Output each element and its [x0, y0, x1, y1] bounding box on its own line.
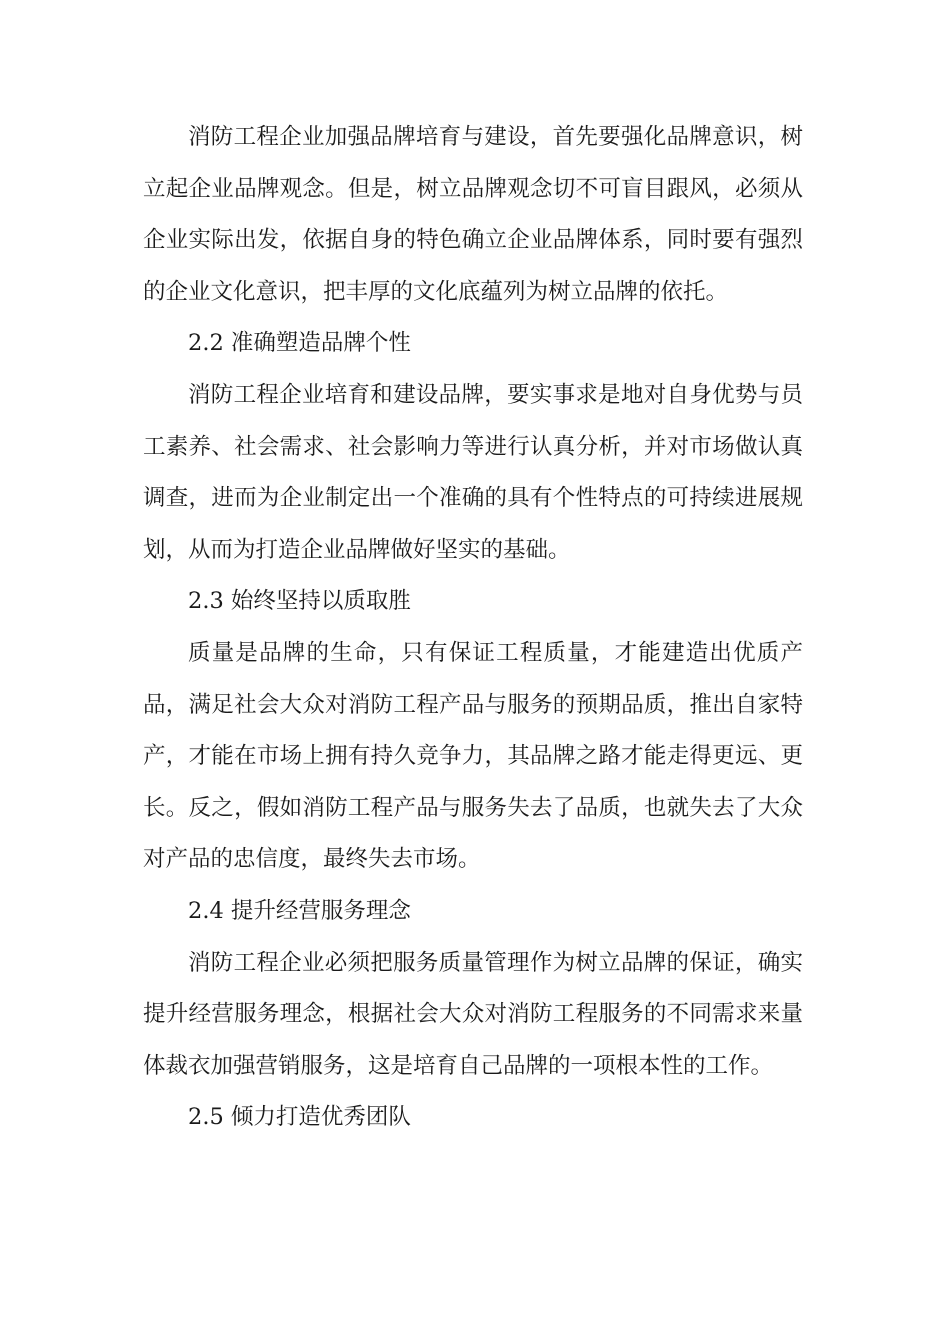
section-heading-2-2: 2.2 准确塑造品牌个性: [188, 330, 411, 357]
paragraph-brand-awareness: 消防工程企业加强品牌培育与建设，首先要强化品牌意识，树立起企业品牌观念。但是，树立品牌观念切不可盲目跟风，必须从企业实际出发，依据自身的特色确立企业品牌体系，同时要有强烈的企业文化意识，把丰厚的文化底蕴列为树立品牌的依托。: [143, 124, 803, 305]
document-body: [143, 112, 803, 1144]
paragraph-quality: 质量是品牌的生命，只有保证工程质量，才能建造出优质产品，满足社会大众对消防工程产品与服务的预期品质，推出自家特产，才能在市场上拥有持久竞争力，其品牌之路才能走得更远、更长。反之，假如消防工程产品与服务失去了品质，也就失去了大众对产品的忠信度，最终失去市场。: [143, 639, 803, 873]
section-heading-2-5: 2.5 倾力打造优秀团队: [188, 1104, 411, 1131]
paragraph-brand-personality: 消防工程企业培育和建设品牌，要实事求是地对自身优势与员工素养、社会需求、社会影响力等进行认真分析，并对市场做认真调查，进而为企业制定出一个准确的具有个性特点的可持续进展规划，从而为打造企业品牌做好坚实的基础。: [143, 381, 803, 563]
section-heading-2-3: 2.3 始终坚持以质取胜: [188, 588, 411, 615]
paragraph-service: 消防工程企业必须把服务质量管理作为树立品牌的保证，确实提升经营服务理念，根据社会大众对消防工程服务的不同需求来量体裁衣加强营销服务，这是培育自己品牌的一项根本性的工作。: [143, 949, 803, 1079]
section-heading-2-4: 2.4 提升经营服务理念: [188, 897, 411, 924]
